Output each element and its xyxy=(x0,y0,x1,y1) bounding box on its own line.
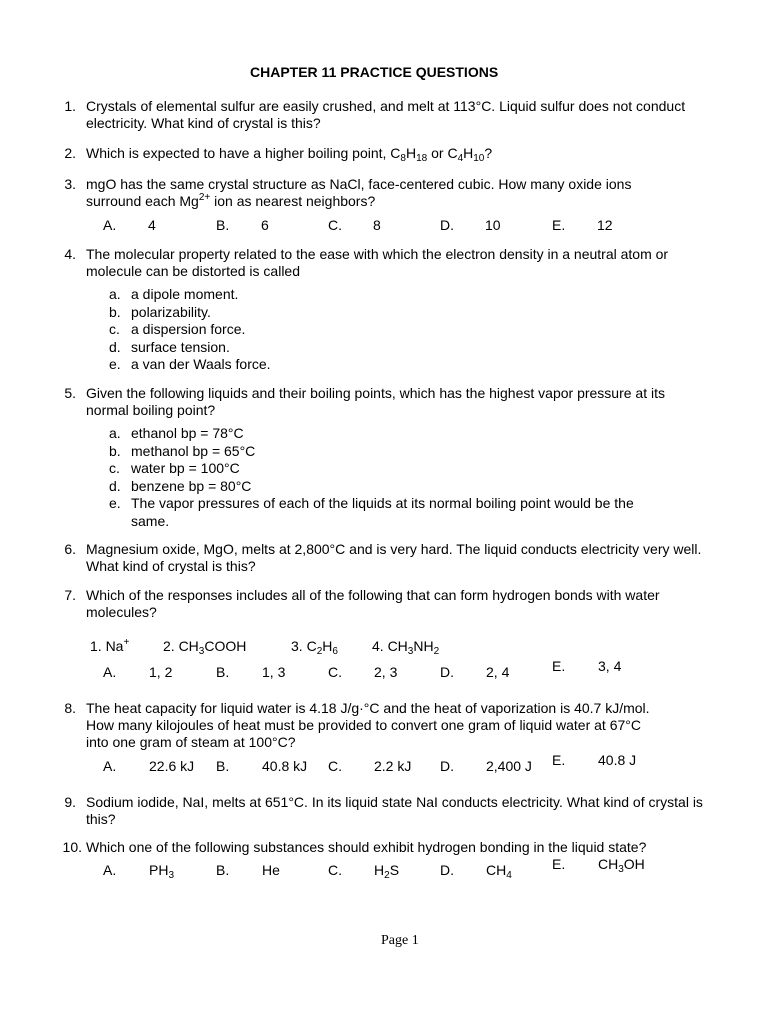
option-letter: E. xyxy=(552,752,566,768)
question-text-line2: surround each $Mg^{2+}$ ion as nearest neighbors? xyxy=(86,192,376,209)
option-value: $CH_4$ xyxy=(486,862,512,881)
question-text: Sodium iodide, NaI, melts at 651°C. In its liquid state NaI conducts electricity. What kind of crystal is this? xyxy=(86,794,703,827)
option-letter: B. xyxy=(216,664,230,680)
question-number: 10. xyxy=(62,839,82,855)
option-value: 1, 3 xyxy=(262,664,286,680)
question-number: 9. xyxy=(64,794,76,810)
question-number: 6. xyxy=(64,541,76,557)
choice-text: methanol bp = 65°C xyxy=(131,442,256,459)
question-text-line2: How many kilojoules of heat must be provided to convert one gram of liquid water at 67°C xyxy=(86,717,641,733)
option-letter: B. xyxy=(216,862,230,878)
choice-text: ethanol bp = 78°C xyxy=(131,425,244,441)
option-letter: A. xyxy=(103,862,117,878)
option-value: 10 xyxy=(485,217,501,233)
option-letter: C. xyxy=(328,217,342,233)
choice-text: polarizability. xyxy=(131,303,211,320)
option-letter: A. xyxy=(103,217,117,233)
option-letter: B. xyxy=(216,217,230,233)
question-number: 4. xyxy=(64,246,76,262)
species-item: 3. $C_2H_6$ xyxy=(291,638,338,657)
choice-letter: e. xyxy=(109,495,121,511)
choice-text: The vapor pressures of each of the liquids at its normal boiling point would be the xyxy=(131,495,634,511)
question-number: 3. xyxy=(64,176,76,192)
option-value: 3, 4 xyxy=(598,658,622,674)
option-letter: D. xyxy=(440,217,454,233)
question-number: 2. xyxy=(64,145,76,161)
question-number: 5. xyxy=(64,385,76,401)
choice-text: a dipole moment. xyxy=(131,286,239,302)
option-value: $H_2S$ xyxy=(374,862,400,881)
question-number: 1. xyxy=(64,98,76,114)
choice-letter: d. xyxy=(109,338,121,355)
option-value: $CH_3OH$ xyxy=(598,856,645,875)
choice-letter: d. xyxy=(109,477,121,494)
choice-letter: b. xyxy=(109,303,121,320)
question-text: Which is expected to have a higher boiling point, $C_8H_{18}$ or $C_4H_{10}$? xyxy=(86,145,493,164)
choice-text-continued: same. xyxy=(131,512,170,529)
choice-text: a dispersion force. xyxy=(131,321,246,337)
question-text: Given the following liquids and their boiling points, which has the highest vapor pressure at its normal boiling point? xyxy=(86,385,665,418)
option-letter: D. xyxy=(440,758,454,774)
choice-letter: c. xyxy=(109,321,120,337)
option-value: 12 xyxy=(597,217,613,233)
option-value: 1, 2 xyxy=(149,664,173,680)
choice-letter: b. xyxy=(109,442,121,459)
option-letter: D. xyxy=(440,664,454,680)
question-text-line3: into one gram of steam at 100°C? xyxy=(86,734,296,750)
option-value: 2.2 kJ xyxy=(374,758,412,774)
choice-text: benzene bp = 80°C xyxy=(131,477,252,494)
option-letter: E. xyxy=(552,856,566,872)
option-value: 4 xyxy=(148,217,156,233)
page-title: CHAPTER 11 PRACTICE QUESTIONS xyxy=(250,64,499,80)
option-value: 2, 4 xyxy=(486,664,510,680)
choice-text: water bp = 100°C xyxy=(131,460,240,476)
question-text: Crystals of elemental sulfur are easily crushed, and melt at 113°C. Liquid sulfur does not conduct electricity. What kind of crystal is this? xyxy=(86,98,686,131)
option-letter: A. xyxy=(103,758,117,774)
option-value: $PH_3$ xyxy=(149,862,175,881)
option-value: 8 xyxy=(373,217,381,233)
page-number: Page 1 xyxy=(381,933,419,948)
option-value: He xyxy=(262,862,280,878)
option-letter: C. xyxy=(328,664,342,680)
option-letter: E. xyxy=(552,658,566,674)
option-value: 22.6 kJ xyxy=(149,758,195,774)
option-value: 40.8 kJ xyxy=(262,758,308,774)
option-letter: D. xyxy=(440,862,454,878)
species-item: 1. Na+ xyxy=(90,637,130,654)
species-item: 4. $CH_3NH_2$ xyxy=(372,638,440,657)
question-text: Which of the responses includes all of the following that can form hydrogen bonds with water molecules? xyxy=(86,587,660,620)
question-text: Magnesium oxide, MgO, melts at 2,800°C and is very hard. The liquid conducts electricity very well. What kind of crystal is this? xyxy=(86,541,702,574)
choice-text: a van der Waals force. xyxy=(131,356,271,372)
option-letter: B. xyxy=(216,758,230,774)
species-item: 2. $CH_3COOH$ xyxy=(163,638,247,657)
question-text: Which one of the following substances should exhibit hydrogen bonding in the liquid state? xyxy=(86,839,647,855)
choice-letter: e. xyxy=(109,356,121,372)
option-letter: C. xyxy=(328,862,342,878)
option-value: 2,400 J xyxy=(486,758,532,774)
question-text: The molecular property related to the ease with which the electron density in a neutral atom or molecule can be distorted is called xyxy=(86,246,669,279)
question-text-line1: mgO has the same crystal structure as NaCl, face-centered cubic. How many oxide ions xyxy=(86,176,632,192)
option-value: 2, 3 xyxy=(374,664,398,680)
option-value: 6 xyxy=(261,217,269,233)
choice-letter: c. xyxy=(109,460,120,476)
choice-letter: a. xyxy=(109,286,121,302)
choice-letter: a. xyxy=(109,425,121,441)
option-letter: C. xyxy=(328,758,342,774)
option-value: 40.8 J xyxy=(598,752,637,768)
choice-text: surface tension. xyxy=(131,338,230,355)
question-number: 7. xyxy=(64,587,76,603)
question-number: 8. xyxy=(64,700,76,716)
option-letter: A. xyxy=(103,664,117,680)
question-text-line1: The heat capacity for liquid water is 4.18 J/g·°C and the heat of vaporization is 40.7 kJ/mol. xyxy=(86,700,650,716)
option-letter: E. xyxy=(552,217,566,233)
